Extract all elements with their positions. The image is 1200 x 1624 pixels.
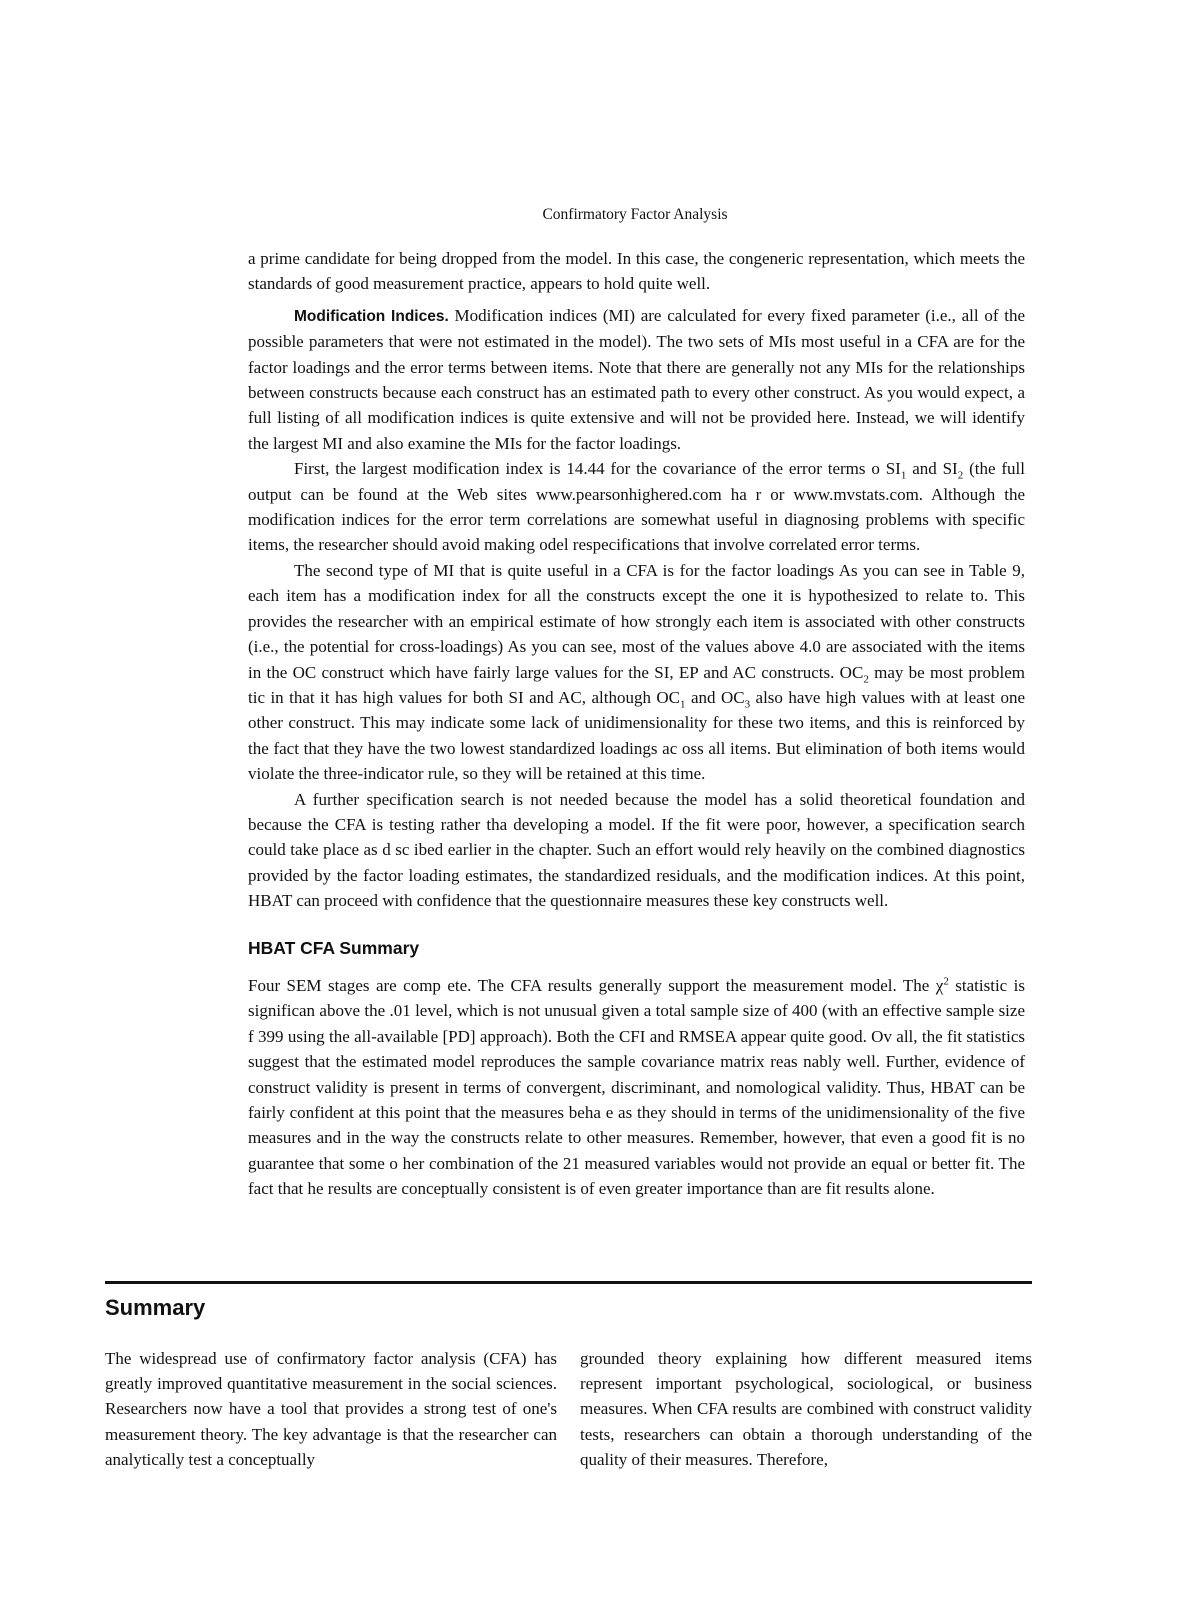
section-divider: [105, 1281, 1032, 1284]
text-run: The second type of MI that is quite useful in a CFA is for the factor loadings As you can see in Table 9, each item has a modification index for all the constructs except the one it is hypothesized to relate to. This provides the researcher with an empirical estimate of how strongly each item is associated with other constructs (i.e., the potential for cross-loadings) As you can see, most of the values above 4.0 are associated with the items in the OC construct which have fairly large values for the SI, EP and AC constructs. OC: [248, 560, 1025, 682]
inline-heading-modification-indices: Modification Indices.: [294, 307, 449, 325]
text-run: may be most problem tic in that it has high values for both SI and AC, although OC: [248, 662, 1026, 707]
paragraph-cfa-summary: [248, 973, 1025, 1202]
subscript: 1: [680, 698, 686, 711]
subscript: 3: [744, 698, 751, 711]
paragraph-intro: a prime candidate for being dropped from the model. In this case, the congeneric representation, which meets the standards of good measurement practice, appears to hold quite well.: [248, 249, 1025, 294]
superscript: 2: [943, 975, 949, 988]
paragraph-largest-mi: [248, 456, 1025, 558]
text-run: Four SEM stages are comp ete. The CFA results generally support the measurement model. The χ: [248, 975, 944, 995]
text-run: First, the largest modification index is 14.44 for the covariance of the error terms o SI: [294, 459, 901, 479]
summary-column-left: The widespread use of confirmatory factor analysis (CFA) has greatly improved quantitative measurement in the social sciences. Researchers now have a tool that provides a strong test of one's measurement theory. The key advantage is that the researcher can analytically test a conceptually: [105, 1349, 557, 1469]
text-run: statistic is significan above the .01 level, which is not unusual given a total sample size of 400 (with an effective sample size f 399 using the all-available [PD] approach). Both the CFI and RMSEA appear quite good. Ov all, the fit statistics suggest that the estimated model reproduces the sample covariance matrix reas nably well. Further, evidence of construct validity is present in terms of convergent, discriminant, and nomological validity. Thus, HBAT can be fairly confident at this point that the measures beha e as they should in terms of the unidimensionality of the five measures and in the way the constructs relate to other measures. Remember, however, that even a good fit is no guarantee that some o her combination of the 21 measured variables would not provide an equal or better fit. The fact that he results are conceptually consistent is of even greater importance than are fit results alone.: [248, 975, 1025, 1199]
subscript: 2: [863, 672, 869, 685]
subscript: 1: [900, 469, 907, 482]
text-run: (the full output can be found at the Web sites www.pearsonhighered.com ha r or www.mvstats.com. Although the modification indices for the error term correlations are somewhat useful in diagnosing problems with specific items, the researcher should avoid making odel respecifications that involve correlated error terms.: [248, 459, 1025, 555]
paragraph-text: Modification indices (MI) are calculated for every fixed parameter (i.e., all of the possible parameters that were not estimated in the model). The two sets of MIs most useful in a CFA are for the factor loadings and the error terms between items. Note that there are generally not any MIs for the relationships between constructs because each construct has an estimated path to every other construct. As you would expect, a full listing of all modification indices is quite extensive and will not be provided here. Instead, we will identify the largest MI and also examine the MIs for the factor loadings.: [248, 305, 1026, 453]
paragraph-factor-loading-mi: [248, 558, 1025, 787]
paragraph-specification-search: A further specification search is not needed because the model has a solid theoretical foundation and because the CFA is testing rather tha developing a model. If the fit were poor, however, a specification search could take place as d sc ibed earlier in the chapter. Such an effort would rely heavily on the combined diagnostics provided by the factor loading estimates, the standardized residuals, and the modification indices. At this point, HBAT can proceed with confidence that the questionnaire measures these key constructs well.: [248, 789, 1025, 911]
text-run: and SI: [906, 459, 958, 479]
text-run: and OC: [685, 687, 745, 707]
running-header: Confirmatory Factor Analysis: [542, 206, 728, 223]
paragraph-modification-indices: [248, 303, 1025, 456]
summary-heading: Summary: [105, 1295, 206, 1320]
text-run: also have high values with at least one other construct. This may indicate some lack of unidimensionality for these two items, and this is reinforced by the fact that they have the two lowest standardized loadings ac oss all items. But elimination of both items would violate the three-indicator rule, so they will be retained at this time.: [248, 687, 1025, 784]
main-text: [248, 246, 1025, 1202]
subscript: 2: [957, 469, 964, 482]
summary-column-right: grounded theory explaining how different measured items represent important psychological, sociological, or business measures. When CFA results are combined with construct validity tests, researchers can obtain a thorough understanding of the quality of their measures. Therefore,: [580, 1349, 1032, 1469]
section-heading-hbat-cfa-summary: HBAT CFA Summary: [248, 937, 420, 958]
